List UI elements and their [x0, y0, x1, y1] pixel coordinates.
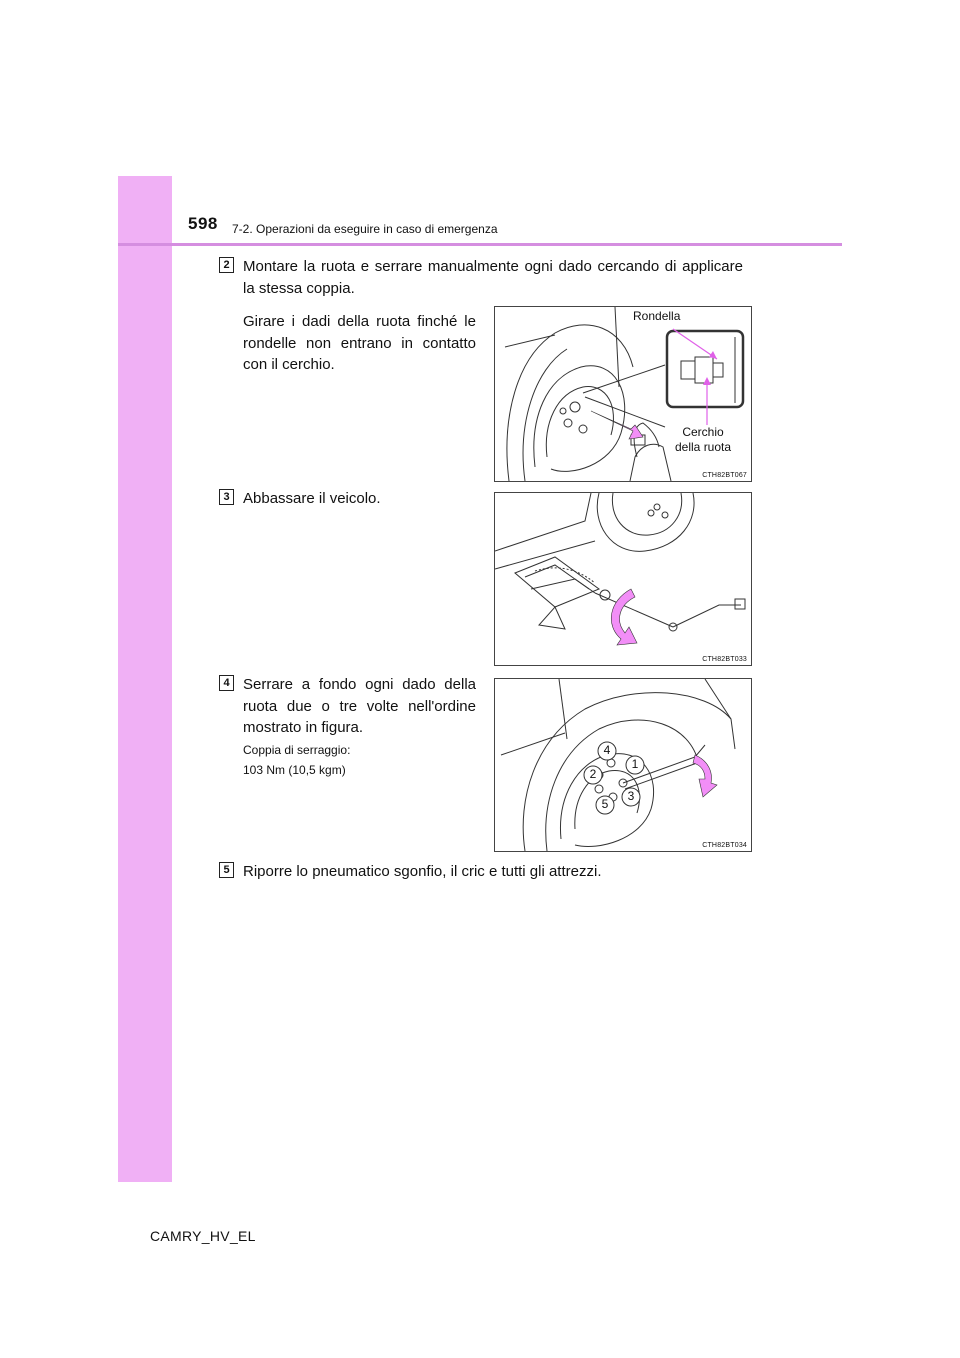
figure-nut-tightening-order	[494, 678, 752, 852]
nut-order-1: 1	[631, 757, 639, 771]
step-number-3: 3	[219, 489, 234, 505]
step-5-text: Riporre lo pneumatico sgonfio, il cric e tutti gli attrezzi.	[243, 863, 602, 880]
nut-order-5: 5	[601, 797, 609, 811]
torque-value: 103 Nm (10,5 kgm)	[243, 763, 346, 777]
section-title: 7-2. Operazioni da eseguire in caso di emergenza	[232, 222, 498, 236]
step-3-text: Abbassare il veicolo.	[243, 490, 381, 507]
step-2-detail: Girare i dadi della ruota finché le rondelle non entrano in contatto con il cerchio.	[243, 313, 476, 373]
label-rim	[675, 425, 731, 455]
tightening-order-illustration	[495, 679, 751, 851]
nut-order-4: 4	[603, 743, 611, 757]
nut-order-2: 2	[589, 767, 597, 781]
figure-code: CTH82BT067	[702, 472, 747, 479]
label-rim-line2: della ruota	[675, 440, 732, 454]
figure-code: CTH82BT033	[702, 656, 747, 663]
figure-wheel-nut-washer	[494, 306, 752, 482]
nut-order-3: 3	[627, 789, 635, 803]
step-number-2: 2	[219, 257, 234, 273]
jack-lowering-illustration	[495, 493, 751, 665]
figure-code: CTH82BT034	[702, 842, 747, 849]
page-number: 598	[188, 214, 218, 233]
header-rule	[118, 243, 842, 246]
step-number-4: 4	[219, 675, 234, 691]
step-2-text: Montare la ruota e serrare manualmente ogni dado cercando di applicare la stessa coppia.	[243, 258, 743, 297]
sidebar-tab	[118, 176, 172, 1182]
figure-lower-vehicle	[494, 492, 752, 666]
label-washer: Rondella	[633, 309, 681, 323]
label-rim-line1: Cerchio	[682, 425, 724, 439]
document-code: CAMRY_HV_EL	[150, 1228, 256, 1244]
step-4-text: Serrare a fondo ogni dado della ruota due o tre volte nell'ordine mostrato in figura.	[243, 676, 476, 736]
torque-label: Coppia di serraggio:	[243, 743, 351, 757]
step-number-5: 5	[219, 862, 234, 878]
